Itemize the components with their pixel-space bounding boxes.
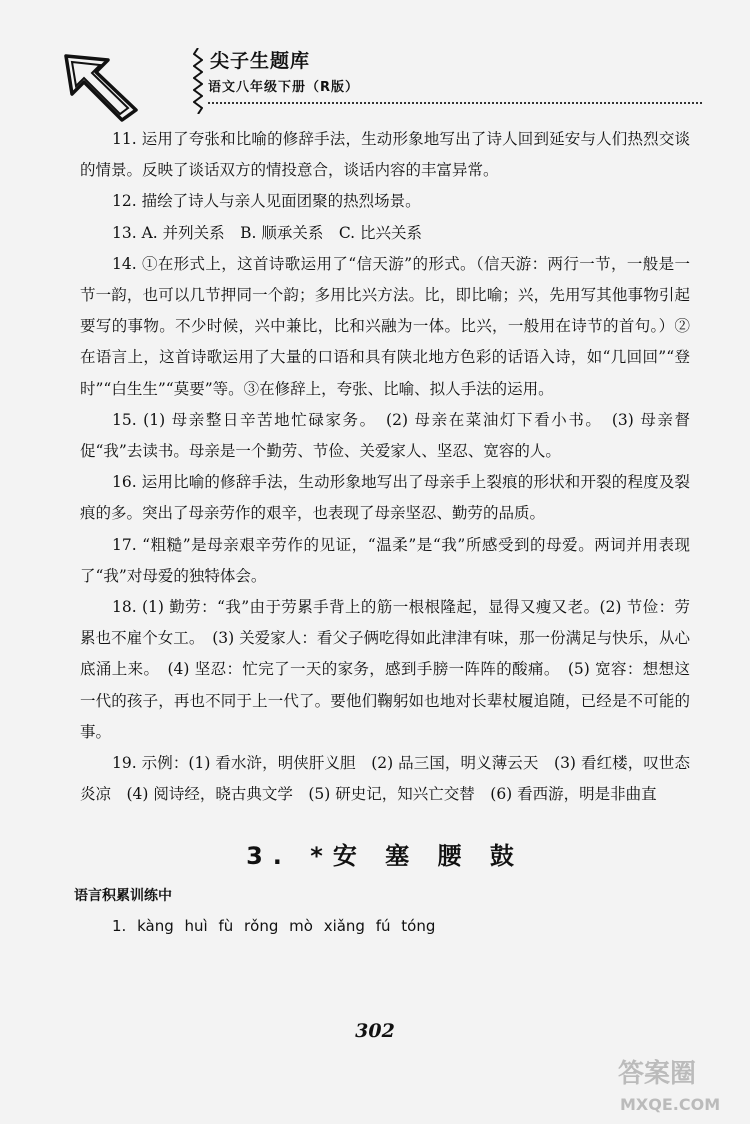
arrow-logo-icon bbox=[62, 52, 140, 122]
book-title: 尖子生题库 bbox=[210, 50, 311, 72]
answer-19: 19. 示例：(1) 看水浒，明侠肝义胆 (2) 品三国，明义薄云天 (3) 看红楼，叹世态炎凉 (4) 阅诗经，晓古典文学 (5) 研史记，知兴亡交替 (6) 看西游，明是非曲直 bbox=[80, 754, 690, 804]
watermark-text: 答案圈 bbox=[618, 1059, 697, 1089]
answer-12: 12. 描绘了诗人与亲人见面团聚的热烈场景。 bbox=[112, 192, 421, 211]
section-subheading: 语言积累训练中 bbox=[74, 888, 172, 905]
answer-16: 16. 运用比喻的修辞手法，生动形象地写出了母亲手上裂痕的形状和开裂的程度及裂痕的多。突出了母亲劳作的艰辛，也表现了母亲坚忍、勤劳的品质。 bbox=[80, 473, 690, 523]
answer-17: 17. “粗糙”是母亲艰辛劳作的见证，“温柔”是“我”所感受到的母爱。两词并用表现了“我”对母爱的独特体会。 bbox=[80, 535, 690, 585]
answer-content bbox=[74, 124, 690, 941]
answer-18: 18. (1) 勤劳：“我”由于劳累手背上的筋一根根隆起，显得又瘦又老。(2) 节俭：劳累也不雇个女工。 (3) 关爱家人：看父子俩吃得如此津津有味，那一份满足与快乐，从心底涌上来。 (4) 坚忍：忙完了一天的家务，感到手膀一阵阵的酸痛。 (5) 宽容：想想这一代的孩子，再也不同于上一代了。要他们鞠躬如也地对长辈杖履追随，已经是不可能的事。 bbox=[80, 598, 690, 741]
watermark-url: MXQE.COM bbox=[620, 1095, 721, 1114]
answer-14: 14. ①在形式上，这首诗歌运用了“信天游”的形式。（信天游：两行一节，一般是一节一韵，也可以几节押同一个韵；多用比兴方法。比，即比喻；兴，先用写其他事物引起要写的事物。不少时候，兴中兼比，比和兴融为一体。比兴，一般用在诗节的首句。）②在语言上，这首诗歌运用了大量的口语和具有陕北地方色彩的话语入诗，如“几回回”“登时”“白生生”“莫要”等。③在修辞上，夸张、比喻、拟人手法的运用。 bbox=[80, 254, 690, 398]
zigzag-divider-icon bbox=[193, 48, 203, 114]
watermark-logo bbox=[612, 1050, 742, 1120]
answer-13: 13. A. 并列关系 B. 顺承关系 C. 比兴关系 bbox=[112, 223, 423, 242]
pinyin-answer: 1. kàng huì fù rǒng mò xiǎng fú tóng bbox=[112, 917, 436, 936]
answer-15: 15. (1) 母亲整日辛苦地忙碌家务。 (2) 母亲在菜油灯下看小书。 (3) 母亲督促“我”去读书。母亲是一个勤劳、节俭、关爱家人、坚忍、宽容的人。 bbox=[80, 410, 690, 461]
answer-11: 11. 运用了夸张和比喻的修辞手法，生动形象地写出了诗人回到延安与人们热烈交谈的情景。反映了谈话双方的情投意合，谈话内容的丰富异常。 bbox=[80, 130, 690, 180]
section-title: 3. *安 塞 腰 鼓 bbox=[246, 842, 524, 871]
header-dotted-line bbox=[208, 102, 702, 104]
book-subtitle: 语文八年级下册（R版） bbox=[208, 80, 360, 95]
page-header bbox=[62, 40, 702, 120]
page-number: 302 bbox=[355, 1020, 395, 1042]
